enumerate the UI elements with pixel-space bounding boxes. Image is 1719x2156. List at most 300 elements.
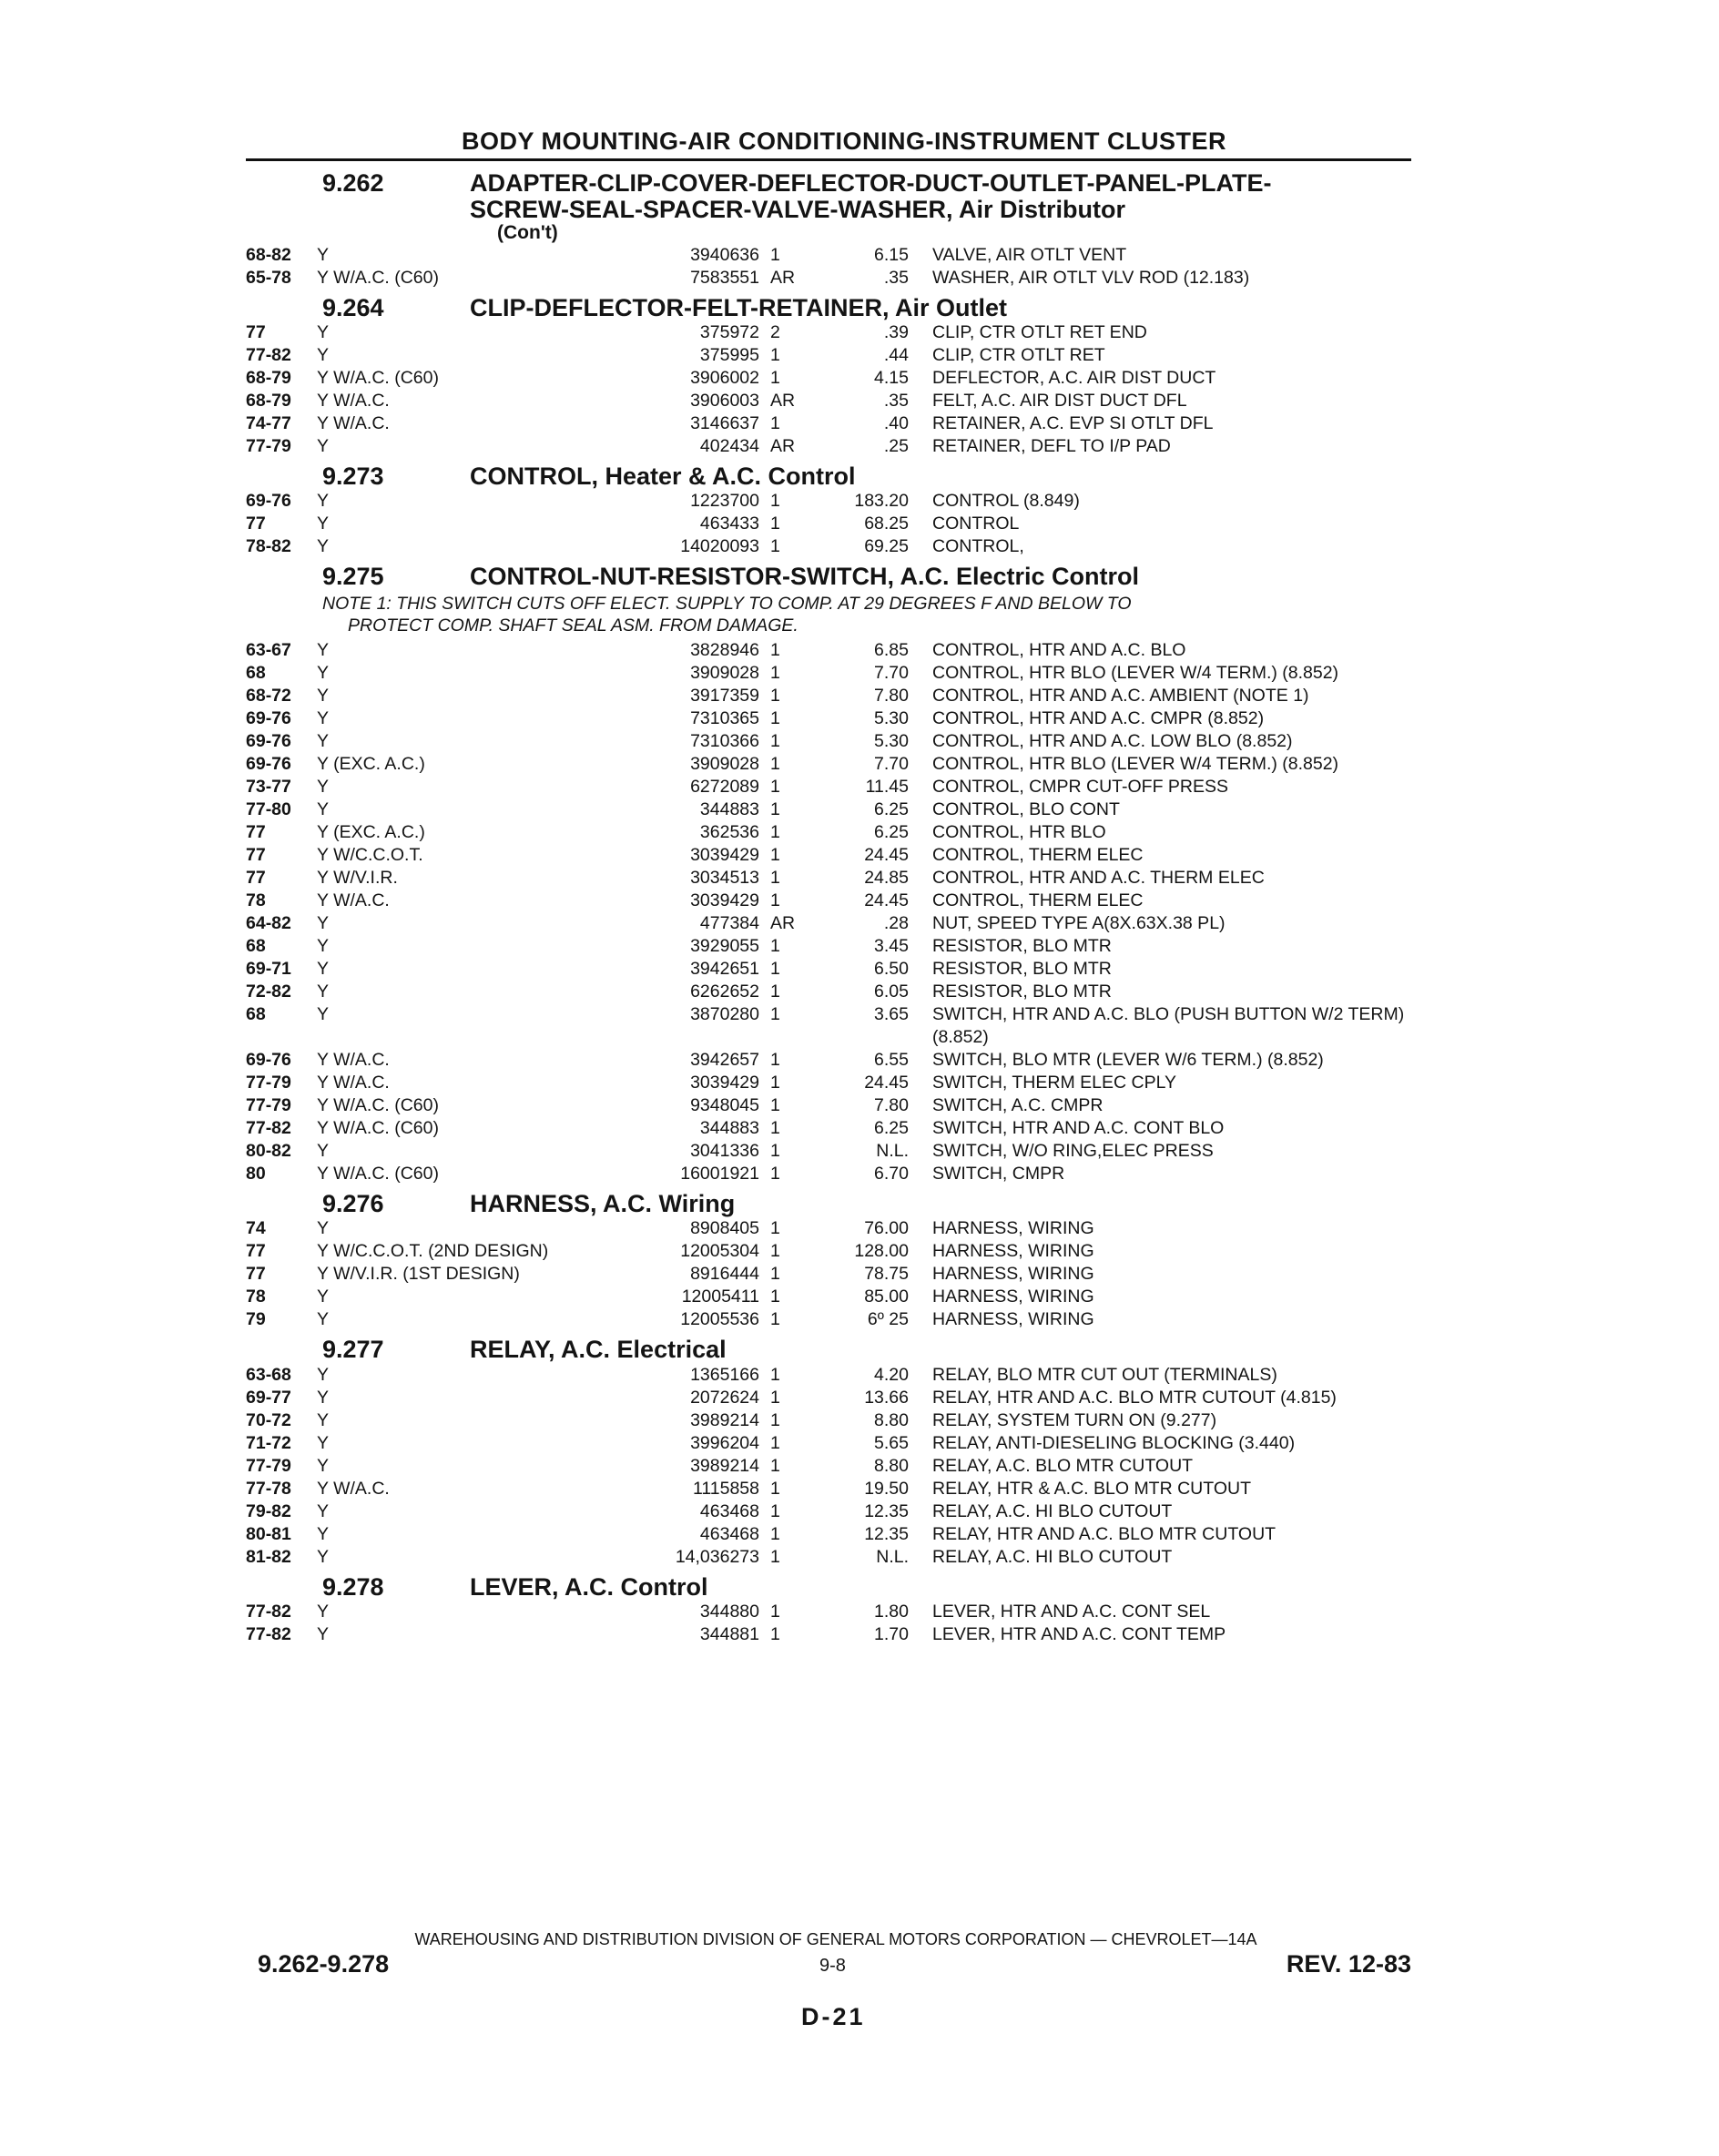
model-years: 68 [246, 936, 266, 957]
application: Y W/V.I.R. [317, 868, 398, 889]
description: SWITCH, HTR AND A.C. CONT BLO [932, 1118, 1225, 1139]
quantity: 1 [770, 686, 780, 707]
application: Y [317, 1523, 330, 1544]
part-number: 3039429 [690, 845, 759, 866]
footer-section-range: 9.262-9.278 [258, 1950, 390, 1978]
part-row [246, 844, 1411, 867]
quantity: 1 [770, 777, 780, 798]
price: 19.50 [864, 1478, 909, 1499]
section-continued: (Con't) [497, 222, 558, 244]
application: Y [317, 1364, 330, 1385]
application: Y [317, 936, 330, 957]
description: RELAY, SYSTEM TURN ON (9.277) [932, 1409, 1217, 1430]
section-9-278 [246, 1574, 1411, 1646]
part-row [246, 1140, 1411, 1163]
part-number: 477384 [699, 913, 759, 934]
description: SWITCH, CMPR [932, 1164, 1065, 1185]
quantity: 1 [770, 868, 780, 889]
application: Y [317, 1141, 330, 1162]
price: .35 [883, 391, 909, 412]
price: 5.65 [874, 1432, 909, 1453]
price: 69.25 [864, 536, 909, 557]
quantity: 1 [770, 936, 780, 957]
price: 7.80 [874, 686, 909, 707]
price: 4.20 [874, 1364, 909, 1385]
application: Y [317, 322, 330, 343]
part-number: 463468 [699, 1523, 759, 1544]
quantity: 2 [770, 322, 780, 343]
description: CONTROL, THERM ELEC [932, 890, 1144, 911]
application: Y [317, 436, 330, 457]
quantity: 1 [770, 244, 780, 265]
part-number: 463433 [699, 514, 759, 534]
description: HARNESS, WIRING [932, 1286, 1094, 1307]
part-number: 3917359 [690, 686, 759, 707]
quantity: 1 [770, 1050, 780, 1071]
price: 24.45 [864, 1073, 909, 1093]
description: SWITCH, HTR AND A.C. BLO (PUSH BUTTON W/2 TERM) (8.852) [932, 1004, 1405, 1048]
part-number: 3906002 [690, 368, 759, 389]
part-number: 9348045 [690, 1095, 759, 1116]
section-number: 9.275 [322, 563, 384, 591]
price: 12.35 [864, 1523, 909, 1544]
model-years: 80-81 [246, 1523, 291, 1544]
application: Y W/V.I.R. (1ST DESIGN) [317, 1264, 520, 1285]
price: N.L. [876, 1546, 909, 1567]
application: Y (EXC. A.C.) [317, 754, 425, 775]
model-years: 71-72 [246, 1432, 291, 1453]
quantity: 1 [770, 1500, 780, 1521]
price: 3.45 [874, 936, 909, 957]
quantity: AR [770, 913, 796, 934]
part-row [246, 1623, 1411, 1646]
price: 1.70 [874, 1623, 909, 1644]
price: 85.00 [864, 1286, 909, 1307]
description: CONTROL, CMPR CUT-OFF PRESS [932, 777, 1229, 798]
description: CONTROL, HTR AND A.C. THERM ELEC [932, 868, 1265, 889]
price: 7.70 [874, 663, 909, 684]
quantity: 1 [770, 1218, 780, 1239]
part-row [246, 639, 1411, 662]
quantity: 1 [770, 890, 780, 911]
application: Y W/A.C. (C60) [317, 1095, 439, 1116]
quantity: 1 [770, 368, 780, 389]
model-years: 77-80 [246, 799, 291, 820]
model-years: 69-77 [246, 1387, 291, 1408]
quantity: 1 [770, 1241, 780, 1262]
part-row [246, 1601, 1411, 1623]
model-years: 78 [246, 1286, 266, 1307]
model-years: 68-82 [246, 244, 291, 265]
application: Y [317, 536, 330, 557]
application: Y [317, 981, 330, 1002]
model-years: 77 [246, 514, 266, 534]
part-number: 3989214 [690, 1409, 759, 1430]
description: CONTROL, BLO CONT [932, 799, 1120, 820]
model-years: 79 [246, 1309, 266, 1330]
model-years: 77-79 [246, 1095, 291, 1116]
part-number: 344881 [699, 1623, 759, 1644]
price: 76.00 [864, 1218, 909, 1239]
part-row [246, 1409, 1411, 1432]
description: RELAY, A.C. HI BLO CUTOUT [932, 1500, 1173, 1521]
model-years: 77 [246, 1264, 266, 1285]
description: DEFLECTOR, A.C. AIR DIST DUCT [932, 368, 1216, 389]
part-number: 12005304 [680, 1241, 759, 1262]
model-years: 77-82 [246, 1118, 291, 1139]
part-number: 7310366 [690, 731, 759, 752]
price: 8.80 [874, 1409, 909, 1430]
description: CONTROL, HTR AND A.C. LOW BLO (8.852) [932, 731, 1293, 752]
model-years: 80-82 [246, 1141, 291, 1162]
price: .25 [883, 436, 909, 457]
part-row [246, 730, 1411, 753]
application: Y [317, 1500, 330, 1521]
description: CONTROL [932, 514, 1020, 534]
quantity: 1 [770, 1141, 780, 1162]
part-row [246, 1455, 1411, 1478]
description: RESISTOR, BLO MTR [932, 936, 1112, 957]
description: RESISTOR, BLO MTR [932, 981, 1112, 1002]
part-number: 8908405 [690, 1218, 759, 1239]
quantity: 1 [770, 822, 780, 843]
quantity: 1 [770, 981, 780, 1002]
application: Y W/C.C.O.T. (2ND DESIGN) [317, 1241, 549, 1262]
quantity: 1 [770, 413, 780, 434]
price: 6.85 [874, 640, 909, 661]
quantity: 1 [770, 731, 780, 752]
price: 7.70 [874, 754, 909, 775]
price: 78.75 [864, 1264, 909, 1285]
description: RETAINER, A.C. EVP SI OTLT DFL [932, 413, 1214, 434]
price: 11.45 [865, 777, 909, 798]
price: 12.35 [864, 1500, 909, 1521]
part-row [246, 1263, 1411, 1286]
catalog-page [246, 127, 1411, 1646]
part-number: 3940636 [690, 244, 759, 265]
model-years: 68-72 [246, 686, 291, 707]
model-years: 77-79 [246, 1073, 291, 1093]
model-years: 68-79 [246, 368, 291, 389]
section-title: CONTROL, Heater & A.C. Control [470, 463, 856, 491]
application: Y W/A.C. [317, 1050, 390, 1071]
part-number: 3909028 [690, 754, 759, 775]
quantity: 1 [770, 514, 780, 534]
section-9-262 [246, 170, 1411, 290]
part-row [246, 707, 1411, 730]
quantity: 1 [770, 536, 780, 557]
part-row [246, 390, 1411, 412]
application: Y W/A.C. (C60) [317, 1118, 439, 1139]
description: SWITCH, W/O RING,ELEC PRESS [932, 1141, 1214, 1162]
model-years: 78-82 [246, 536, 291, 557]
quantity: 1 [770, 491, 780, 512]
application: Y [317, 1286, 330, 1307]
part-number: 362536 [699, 822, 759, 843]
description: CONTROL (8.849) [932, 491, 1080, 512]
model-years: 77-78 [246, 1478, 291, 1499]
price: 1.80 [874, 1601, 909, 1622]
quantity: 1 [770, 1073, 780, 1093]
application: Y [317, 1004, 330, 1025]
part-row [246, 1286, 1411, 1308]
price: 6.15 [874, 244, 909, 265]
note-line: PROTECT COMP. SHAFT SEAL ASM. FROM DAMAGE. [348, 615, 798, 636]
sections-container [246, 170, 1411, 1646]
description: SWITCH, BLO MTR (LEVER W/6 TERM.) (8.852) [932, 1050, 1324, 1071]
part-row [246, 890, 1411, 912]
part-row [246, 912, 1411, 935]
note-line: NOTE 1: THIS SWITCH CUTS OFF ELECT. SUPPLY TO COMP. AT 29 DEGREES F AND BELOW TO [322, 594, 1132, 615]
price: .40 [883, 413, 909, 434]
section-title: CONTROL-NUT-RESISTOR-SWITCH, A.C. Electric Control [470, 563, 1140, 591]
part-row [246, 958, 1411, 981]
part-number: 463468 [699, 1500, 759, 1521]
part-number: 3039429 [690, 890, 759, 911]
part-number: 1223700 [690, 491, 759, 512]
application: Y W/A.C. [317, 391, 390, 412]
price: 5.30 [874, 731, 909, 752]
description: HARNESS, WIRING [932, 1309, 1094, 1330]
price: 5.30 [874, 708, 909, 729]
section-number: 9.278 [322, 1572, 384, 1601]
part-row [246, 1500, 1411, 1523]
part-row [246, 1217, 1411, 1240]
application: Y [317, 1409, 330, 1430]
description: CONTROL, HTR AND A.C. AMBIENT (NOTE 1) [932, 686, 1309, 707]
section-number: 9.273 [322, 463, 384, 491]
part-number: 3942657 [690, 1050, 759, 1071]
description: RELAY, HTR AND A.C. BLO MTR CUTOUT (4.815) [932, 1387, 1337, 1408]
description: CONTROL, HTR AND A.C. CMPR (8.852) [932, 708, 1265, 729]
model-years: 77 [246, 868, 266, 889]
part-row [246, 267, 1411, 290]
part-number: 3906003 [690, 391, 759, 412]
application: Y [317, 514, 330, 534]
section-number: 9.276 [322, 1190, 384, 1218]
part-number: 3041336 [690, 1141, 759, 1162]
application: Y [317, 1546, 330, 1567]
description: CONTROL, THERM ELEC [932, 845, 1144, 866]
part-row [246, 344, 1411, 367]
part-number: 344883 [699, 1118, 759, 1139]
description: RETAINER, DEFL TO I/P PAD [932, 436, 1171, 457]
application: Y [317, 1309, 330, 1330]
section-title: LEVER, A.C. Control [470, 1572, 708, 1601]
model-years: 69-76 [246, 708, 291, 729]
part-row [246, 1049, 1411, 1072]
part-number: 3039429 [690, 1073, 759, 1093]
section-title: RELAY, A.C. Electrical [470, 1336, 727, 1364]
part-row [246, 1432, 1411, 1455]
section-9-273 [246, 463, 1411, 558]
price: 4.15 [874, 368, 909, 389]
part-number: 375972 [699, 322, 759, 343]
part-row [246, 1478, 1411, 1500]
description: FELT, A.C. AIR DIST DUCT DFL [932, 391, 1187, 412]
application: Y [317, 1455, 330, 1476]
price: 3.65 [874, 1004, 909, 1025]
quantity: 1 [770, 345, 780, 366]
model-years: 68 [246, 1004, 266, 1025]
model-years: 79-82 [246, 1500, 291, 1521]
quantity: 1 [770, 1364, 780, 1385]
part-number: 6272089 [690, 777, 759, 798]
section-heading [246, 1191, 1411, 1217]
section-heading [246, 1574, 1411, 1601]
model-years: 81-82 [246, 1546, 291, 1567]
quantity: 1 [770, 663, 780, 684]
model-years: 69-76 [246, 754, 291, 775]
description: RELAY, A.C. BLO MTR CUTOUT [932, 1455, 1194, 1476]
quantity: 1 [770, 1601, 780, 1622]
application: Y [317, 345, 330, 366]
description: SWITCH, A.C. CMPR [932, 1095, 1104, 1116]
application: Y W/A.C. [317, 890, 390, 911]
application: Y W/A.C. (C60) [317, 267, 439, 288]
part-number: 16001921 [680, 1164, 759, 1185]
application: Y [317, 1387, 330, 1408]
description: CLIP, CTR OTLT RET [932, 345, 1105, 366]
part-number: 8916444 [690, 1264, 759, 1285]
part-row [246, 981, 1411, 1003]
model-years: 65-78 [246, 267, 291, 288]
model-years: 72-82 [246, 981, 291, 1002]
quantity: 1 [770, 1523, 780, 1544]
price: 6.25 [874, 799, 909, 820]
description: CONTROL, HTR AND A.C. BLO [932, 640, 1186, 661]
quantity: 1 [770, 1118, 780, 1139]
part-row [246, 490, 1411, 513]
model-years: 64-82 [246, 913, 291, 934]
part-number: 344883 [699, 799, 759, 820]
part-row [246, 753, 1411, 776]
price: 68.25 [864, 514, 909, 534]
description: NUT, SPEED TYPE A(8X.63X.38 PL) [932, 913, 1226, 934]
part-number: 3828946 [690, 640, 759, 661]
model-years: 63-67 [246, 640, 291, 661]
part-row [246, 1364, 1411, 1387]
part-row [246, 244, 1411, 267]
application: Y [317, 491, 330, 512]
part-number: 3942651 [690, 959, 759, 980]
section-9-275 [246, 564, 1411, 1185]
application: Y [317, 663, 330, 684]
part-number: 375995 [699, 345, 759, 366]
model-years: 68 [246, 663, 266, 684]
section-continued-row [246, 223, 1411, 244]
description: HARNESS, WIRING [932, 1241, 1094, 1262]
price: 6.25 [874, 822, 909, 843]
application: Y [317, 1623, 330, 1644]
quantity: AR [770, 391, 796, 412]
part-row [246, 798, 1411, 821]
part-number: 12005411 [681, 1286, 759, 1307]
footer-page-number: 9-8 [819, 1956, 846, 1976]
description: RELAY, A.C. HI BLO CUTOUT [932, 1546, 1173, 1567]
part-row [246, 1117, 1411, 1140]
model-years: 77-82 [246, 1623, 291, 1644]
price: .35 [883, 267, 909, 288]
application: Y [317, 777, 330, 798]
application: Y [317, 708, 330, 729]
section-heading [246, 170, 1411, 223]
model-years: 77-79 [246, 436, 291, 457]
part-number: 14020093 [680, 536, 759, 557]
section-number: 9.277 [322, 1336, 384, 1364]
part-number: 14,036273 [675, 1546, 759, 1567]
model-years: 77 [246, 1241, 266, 1262]
part-row [246, 1094, 1411, 1117]
description: CONTROL, HTR BLO [932, 822, 1106, 843]
quantity: 1 [770, 1264, 780, 1285]
model-years: 77-82 [246, 345, 291, 366]
description: CONTROL, HTR BLO (LEVER W/4 TERM.) (8.852) [932, 754, 1339, 775]
quantity: 1 [770, 1387, 780, 1408]
part-number: 6262652 [690, 981, 759, 1002]
quantity: 1 [770, 1478, 780, 1499]
model-years: 70-72 [246, 1409, 291, 1430]
model-years: 74 [246, 1218, 266, 1239]
price: 8.80 [874, 1455, 909, 1476]
part-row [246, 435, 1411, 458]
application: Y [317, 731, 330, 752]
description: RELAY, HTR AND A.C. BLO MTR CUTOUT [932, 1523, 1277, 1544]
quantity: AR [770, 267, 796, 288]
part-number: 7583551 [690, 267, 759, 288]
price: 6.70 [874, 1164, 909, 1185]
application: Y (EXC. A.C.) [317, 822, 425, 843]
quantity: 1 [770, 1432, 780, 1453]
application: Y [317, 959, 330, 980]
application: Y [317, 913, 330, 934]
price: 6.50 [874, 959, 909, 980]
model-years: 68-79 [246, 391, 291, 412]
application: Y W/A.C. (C60) [317, 368, 439, 389]
description: LEVER, HTR AND A.C. CONT SEL [932, 1601, 1211, 1622]
price: 128.00 [854, 1241, 909, 1262]
quantity: 1 [770, 1409, 780, 1430]
footer-revision: REV. 12-83 [1286, 1950, 1411, 1978]
section-note [246, 594, 1411, 636]
application: Y W/A.C. [317, 1073, 390, 1093]
part-row [246, 662, 1411, 685]
spacer [246, 223, 470, 244]
part-row [246, 1072, 1411, 1094]
application: Y [317, 1218, 330, 1239]
model-years: 69-76 [246, 491, 291, 512]
description: LEVER, HTR AND A.C. CONT TEMP [932, 1623, 1226, 1644]
section-heading [246, 564, 1411, 590]
quantity: 1 [770, 1286, 780, 1307]
quantity: 1 [770, 845, 780, 866]
quantity: 1 [770, 1623, 780, 1644]
quantity: 1 [770, 1309, 780, 1330]
part-number: 3146637 [690, 413, 759, 434]
description: RELAY, HTR & A.C. BLO MTR CUTOUT [932, 1478, 1251, 1499]
model-years: 77-82 [246, 1601, 291, 1622]
section-title: ADAPTER-CLIP-COVER-DEFLECTOR-DUCT-OUTLET-PANEL-PLATE-SCREW-SEAL-SPACER-VALVE-WASHER, Air Distributor [470, 169, 1272, 224]
part-row [246, 1308, 1411, 1331]
quantity: 1 [770, 1164, 780, 1185]
description: RELAY, ANTI-DIESELING BLOCKING (3.440) [932, 1432, 1296, 1453]
model-years: 77-79 [246, 1455, 291, 1476]
part-row [246, 513, 1411, 535]
part-number: 7310365 [690, 708, 759, 729]
part-row [246, 1387, 1411, 1409]
model-years: 77 [246, 845, 266, 866]
description: HARNESS, WIRING [932, 1218, 1094, 1239]
